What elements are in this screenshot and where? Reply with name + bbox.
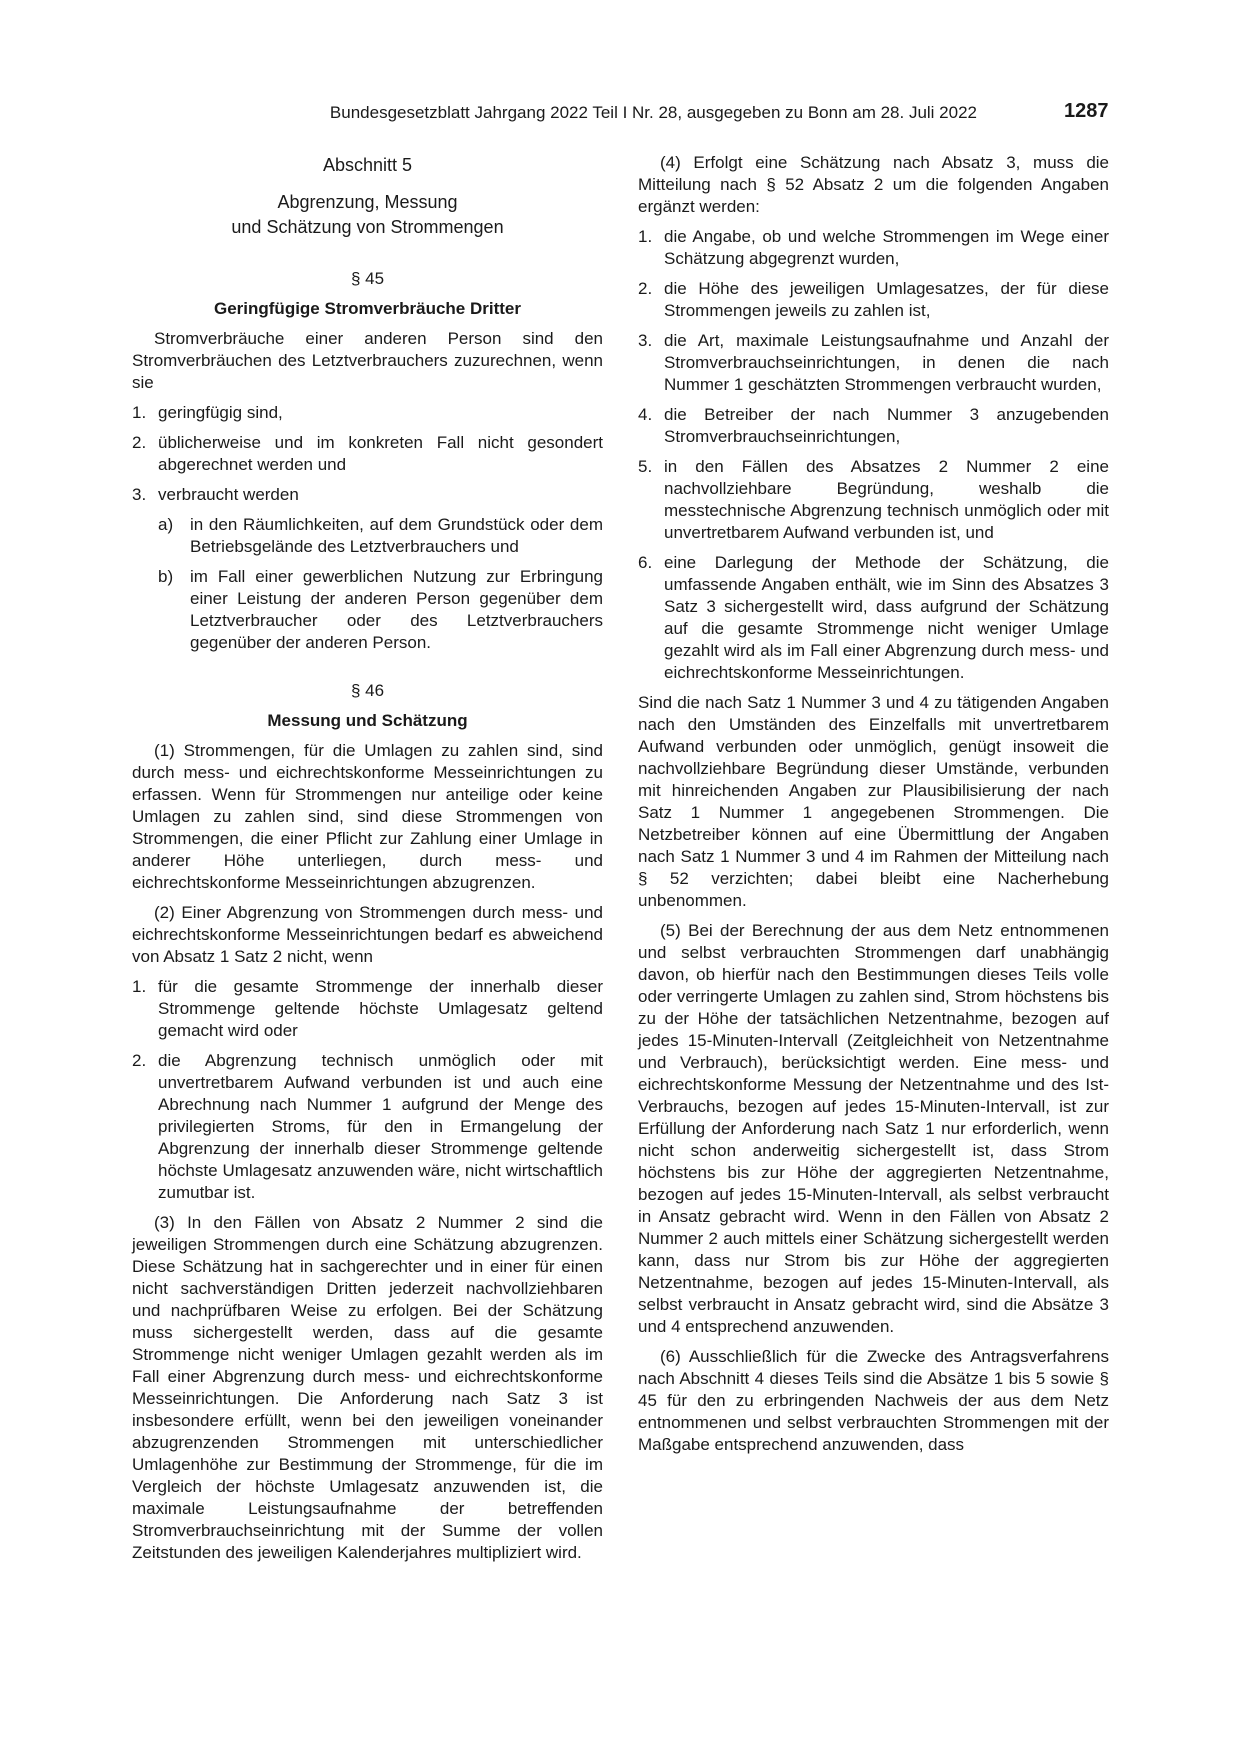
list-text: für die gesamte Strommenge der innerhalb dieser Strommenge geltende höchste Umlagesatz geltend gemacht wird oder	[158, 977, 603, 1040]
list-number: 6.	[638, 553, 653, 572]
list-number: 2.	[132, 1051, 147, 1070]
section-46-title: Messung und Schätzung	[267, 711, 468, 730]
list-item	[638, 404, 1109, 448]
list-text: verbraucht werden	[158, 485, 299, 504]
right-column	[638, 152, 1109, 1464]
list-number: 2.	[132, 433, 147, 452]
section-45-title: Geringfügige Stromverbräuche Dritter	[213, 299, 521, 318]
section-45-number: § 45	[350, 269, 385, 288]
section-46-paragraph-3: (3) In den Fällen von Absatz 2 Nummer 2 sind die jeweiligen Strommengen durch eine Schätzung abzugrenzen. Diese Schätzung hat in sachgerechter und in einer für einen nicht sachverständigen Dritten jederzeit nachvollziehbaren und nachprüfbaren Weise zu erfolgen. Bei der Schätzung muss sichergestellt werden, dass auf die gesamte Strommenge nicht weniger Umlagen gezahlt werden als im Fall einer Abgrenzung durch mess- und eichrechtskonforme Messeinrichtungen. Die Anforderung nach Satz 3 ist insbesondere erfüllt, wenn bei den jeweiligen voneinander abzugrenzenden Strommengen mit unterschiedlicher Umlagenhöhe zur Bestimmung der Strommenge, für die im Vergleich der höchste Umlagesatz anzuwenden ist, die maximale Leistungsaufnahme der betreffenden Stromverbrauchseinrichtung mit der Summe der vollen Zeitstunden des jeweiligen Kalenderjahres multipliziert wird.	[132, 1213, 603, 1562]
list-number: 3.	[638, 331, 653, 350]
section-46-paragraph-4-continuation: Sind die nach Satz 1 Nummer 3 und 4 zu tätigenden Angaben nach den Umständen des Einzelfalls mit unvertretbarem Aufwand verbunden oder unmöglich, genügt insoweit die nachvollziehbare Begründung dieser Umstände, verbunden mit hinreichenden Angaben zur Plausibilisierung der nach Satz 1 Nummer 1 angegebenen Strommengen. Die Netzbetreiber können auf eine Übermittlung der Angaben nach Satz 1 Nummer 3 und 4 im Rahmen der Mitteilung nach § 52 verzichten; dabei bleibt eine Nacherhebung unbenommen.	[638, 693, 1109, 910]
list-number: 5.	[638, 457, 653, 476]
section-46-paragraph-1: (1) Strommengen, für die Umlagen zu zahlen sind, sind durch mess- und eichrechtskonforme Messeinrichtungen zu erfassen. Wenn für Strommengen nur anteilige oder keine Umlagen zu zahlen sind, sind diese Strommengen von Strommengen, die einer Pflicht zur Zahlung einer Umlage in anderer Höhe unterliegen, durch mess- und eichrechtskonforme Messeinrichtungen abzugrenzen.	[132, 741, 603, 892]
section-46-paragraph-5: (5) Bei der Berechnung der aus dem Netz entnommenen und selbst verbrauchten Strommengen darf unabhängig davon, ob hierfür nach den Bestimmungen dieses Teils volle oder verringerte Umlagen zu zahlen sind, Strom höchstens bis zu der Höhe der tatsächlichen Netzentnahme, bezogen auf jedes 15-Minuten-Intervall (Zeitgleichheit von Netzentnahme und Verbrauch), berücksichtigt werden. Eine mess- und eichrechtskonforme Messung der Netzentnahme und des Ist-Verbrauchs, bezogen auf jedes 15-Minuten-Intervall, ist zur Erfüllung der Anforderung nach Satz 1 nur erforderlich, wenn nicht schon anderweitig sichergestellt ist, dass Strom höchstens bis zur Höhe der aggregierten Netzentnahme, bezogen auf jedes 15-Minuten-Intervall, als selbst verbraucht in Ansatz gebracht wird. Wenn in den Fällen von Absatz 2 Nummer 2 auch mittels einer Schätzung sichergestellt werden kann, dass nur Strom bis zur Höhe der aggregierten Netzentnahme, bezogen auf jedes 15-Minuten-Intervall, als selbst verbraucht in Ansatz gebracht wird, sind die Absätze 3 und 4 entsprechend anzuwenden.	[638, 921, 1109, 1336]
list-text: üblicherweise und im konkreten Fall nicht gesondert abgerechnet werden und	[158, 433, 603, 474]
list-item	[638, 456, 1109, 544]
list-number: 1.	[638, 227, 653, 246]
sub-list-letter: a)	[158, 515, 174, 534]
list-item	[638, 330, 1109, 396]
list-text: die Abgrenzung technisch unmöglich oder mit unvertretbarem Aufwand verbunden ist und auch eine Abrechnung nach Nummer 1 aufgrund der Menge des privilegierten Stroms, für den in Ermangelung der Abgrenzung der innerhalb dieser Strommenge geltende höchste Umlagesatz anzuwenden wäre, nicht wirtschaftlich zumutbar ist.	[158, 1051, 603, 1202]
list-item	[132, 976, 603, 1042]
section-46-paragraph-4: (4) Erfolgt eine Schätzung nach Absatz 3, muss die Mitteilung nach § 52 Absatz 2 um die folgenden Angaben ergänzt werden:	[638, 153, 1109, 216]
sub-list-item	[132, 514, 603, 558]
list-item	[132, 402, 603, 424]
list-number: 4.	[638, 405, 653, 424]
list-item	[132, 484, 603, 506]
abschnitt-heading: Abschnitt 5	[322, 155, 413, 175]
list-text: die Angabe, ob und welche Strommengen im Wege einer Schätzung abgegrenzt wurden,	[664, 227, 1109, 268]
list-item	[638, 226, 1109, 270]
section-45-intro: Stromverbräuche einer anderen Person sind den Stromverbräuchen des Letztverbrauchers zuzurechnen, wenn sie	[132, 329, 603, 392]
list-item	[132, 432, 603, 476]
sub-list-letter: b)	[158, 567, 174, 586]
list-text: die Höhe des jeweiligen Umlagesatzes, der für diese Strommengen jeweils zu zahlen ist,	[664, 279, 1109, 320]
abschnitt-title-line-1: Abgrenzung, Messung	[277, 192, 458, 212]
gazette-title: Bundesgesetzblatt Jahrgang 2022 Teil I Nr. 28, ausgegeben zu Bonn am 28. Juli 2022	[329, 103, 977, 122]
page-header	[0, 100, 1241, 130]
sub-list-text: im Fall einer gewerblichen Nutzung zur Erbringung einer Leistung der anderen Person gegenüber dem Letztverbraucher oder des Letztverbrauchers gegenüber der anderen Person.	[190, 567, 603, 652]
list-number: 1.	[132, 977, 147, 996]
abschnitt-title-line-2: und Schätzung von Strommengen	[231, 217, 504, 237]
list-text: eine Darlegung der Methode der Schätzung, die umfassende Angaben enthält, wie im Sinn des Absatzes 3 Satz 3 sichergestellt wird, dass aufgrund der Schätzung auf die gesamte Strommenge nicht weniger Umlage gezahlt wird als im Fall einer Abgrenzung durch mess- und eichrechtskonforme Messeinrichtungen.	[664, 553, 1109, 682]
list-item	[638, 278, 1109, 322]
section-46-number: § 46	[350, 681, 385, 700]
page-number: 1287	[1064, 100, 1109, 122]
list-text: geringfügig sind,	[158, 403, 283, 422]
list-number: 2.	[638, 279, 653, 298]
list-item	[638, 552, 1109, 684]
list-number: 3.	[132, 485, 147, 504]
sub-list-text: in den Räumlichkeiten, auf dem Grundstück oder dem Betriebsgelände des Letztverbrauchers und	[190, 515, 603, 556]
left-column	[132, 152, 603, 1572]
list-item	[132, 1050, 603, 1204]
section-46-paragraph-2: (2) Einer Abgrenzung von Strommengen durch mess- und eichrechtskonforme Messeinrichtungen bedarf es abweichend von Absatz 1 Satz 2 nicht, wenn	[132, 903, 603, 966]
list-number: 1.	[132, 403, 147, 422]
sub-list-item	[132, 566, 603, 654]
list-text: die Betreiber der nach Nummer 3 anzugebenden Stromverbrauchseinrichtungen,	[664, 405, 1109, 446]
section-46-paragraph-6: (6) Ausschließlich für die Zwecke des Antragsverfahrens nach Abschnitt 4 dieses Teils sind die Absätze 1 bis 5 sowie § 45 für den zu erbringenden Nachweis der aus dem Netz entnommenen und selbst verbrauchten Strommengen mit der Maßgabe entsprechend anzuwenden, dass	[638, 1347, 1109, 1454]
list-text: die Art, maximale Leistungsaufnahme und Anzahl der Stromverbrauchseinrichtungen, in denen die nach Nummer 1 geschätzten Strommengen verbraucht wurden,	[664, 331, 1109, 394]
list-text: in den Fällen des Absatzes 2 Nummer 2 eine nachvollziehbare Begründung, weshalb die messtechnische Abgrenzung technisch unmöglich oder mit unvertretbarem Aufwand verbunden ist, und	[664, 457, 1109, 542]
